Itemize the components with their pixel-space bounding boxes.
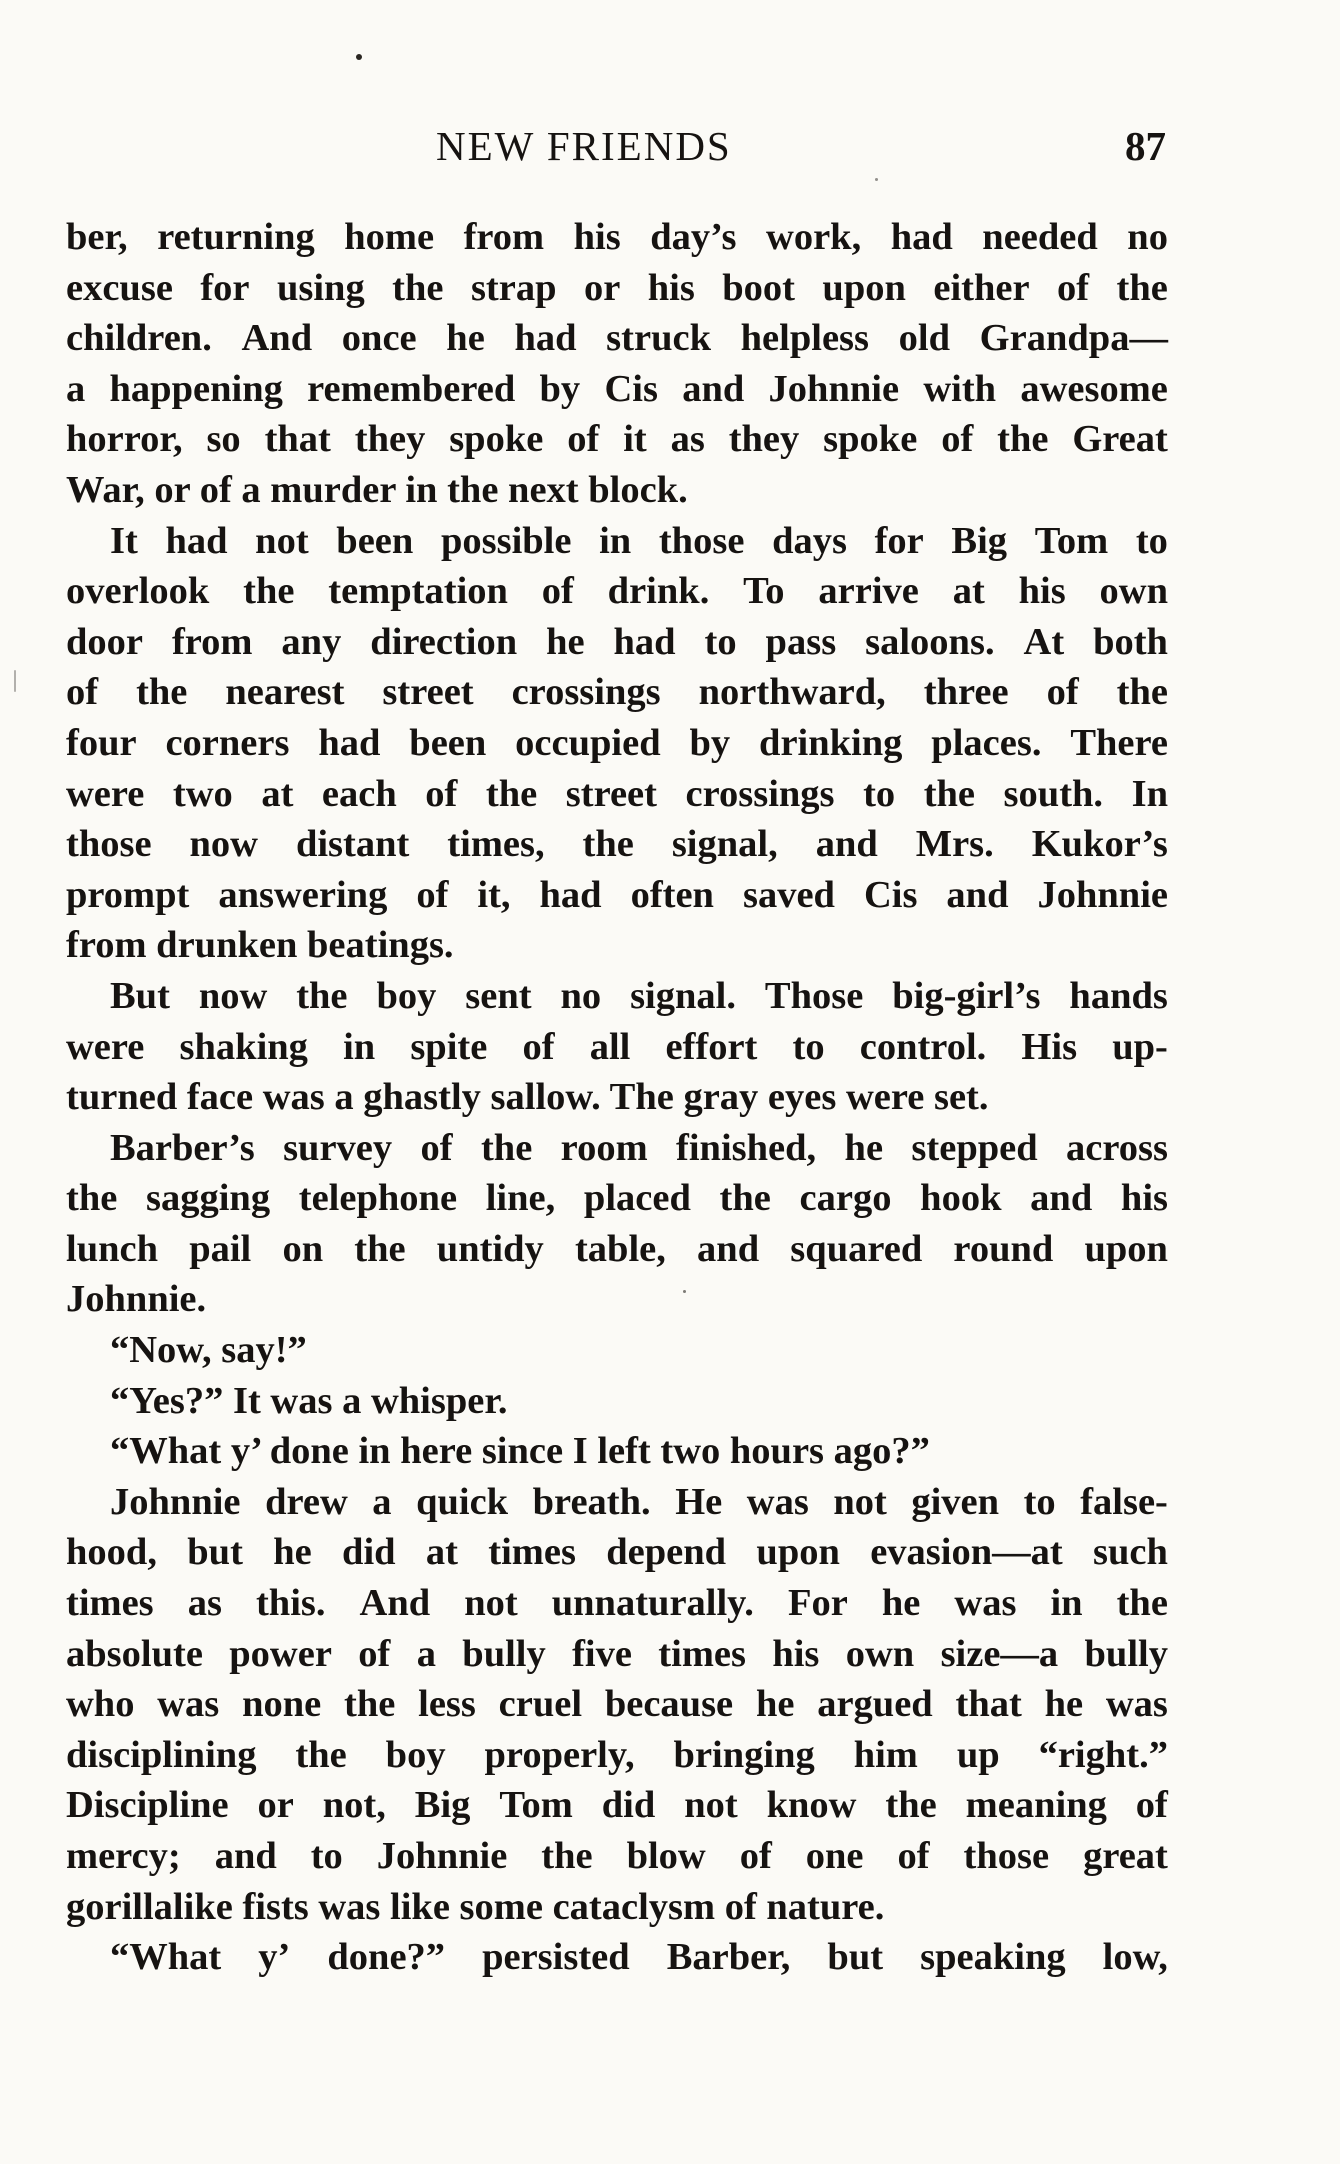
paragraph — [66, 971, 1168, 1123]
paragraph — [66, 1325, 1168, 1376]
text-line: the sagging telephone line, placed the cargo hook and his — [66, 1177, 1168, 1220]
text-line: It had not been possible in those days for Big Tom to — [110, 519, 1168, 562]
text-line: War, or of a murder in the next block. — [66, 468, 688, 511]
text-line: hood, but he did at times depend upon evasion—at such — [66, 1531, 1168, 1574]
print-speck — [683, 1290, 686, 1293]
page-number: 87 — [1125, 123, 1166, 169]
print-speck — [356, 54, 362, 60]
text-line: four corners had been occupied by drinking places. There — [66, 721, 1168, 764]
paragraph — [66, 1123, 1168, 1325]
paragraph — [66, 1932, 1168, 1983]
text-line: who was none the less cruel because he argued that he was — [66, 1683, 1168, 1726]
text-line: absolute power of a bully five times his own size—a bully — [66, 1632, 1168, 1675]
paragraph — [66, 516, 1168, 971]
text-line: those now distant times, the signal, and Mrs. Kukor’s — [66, 823, 1168, 866]
text-line: “Now, say!” — [110, 1329, 307, 1372]
paragraph — [66, 1477, 1168, 1932]
text-line: “What y’ done in here since I left two hours ago?” — [110, 1430, 930, 1473]
text-line: horror, so that they spoke of it as they spoke of the Great — [66, 418, 1168, 461]
text-line: prompt answering of it, had often saved Cis and Johnnie — [66, 873, 1168, 916]
paragraph — [66, 1376, 1168, 1427]
text-line: Johnnie. — [66, 1278, 207, 1321]
text-line: But now the boy sent no signal. Those big-girl’s hands — [110, 974, 1168, 1017]
text-line: were shaking in spite of all effort to control. His up- — [66, 1025, 1168, 1068]
text-line: Johnnie drew a quick breath. He was not given to false- — [110, 1480, 1168, 1523]
running-title: NEW FRIENDS — [436, 123, 732, 169]
text-line: overlook the temptation of drink. To arrive at his own — [66, 570, 1168, 613]
text-line: children. And once he had struck helpless old Grandpa— — [66, 317, 1168, 360]
text-line: were two at each of the street crossings to the south. In — [66, 772, 1168, 815]
text-line: excuse for using the strap or his boot upon either of the — [66, 266, 1168, 309]
text-line: from drunken beatings. — [66, 924, 454, 967]
text-line: Discipline or not, Big Tom did not know the meaning of — [66, 1784, 1168, 1827]
text-line: times as this. And not unnaturally. For he was in the — [66, 1582, 1168, 1625]
print-speck — [14, 670, 16, 692]
text-line: a happening remembered by Cis and Johnnie with awesome — [66, 367, 1168, 410]
text-line: gorillalike fists was like some cataclysm of nature. — [66, 1885, 885, 1928]
text-line: ber, returning home from his day’s work, had needed no — [66, 216, 1168, 258]
paragraph — [66, 212, 1168, 516]
text-line: “What y’ done?” persisted Barber, but speaking low, — [110, 1936, 1168, 1979]
paragraph — [66, 1426, 1168, 1477]
text-line: turned face was a ghastly sallow. The gray eyes were set. — [66, 1076, 989, 1119]
print-speck — [875, 178, 878, 181]
text-line: “Yes?” It was a whisper. — [110, 1379, 508, 1422]
text-line: door from any direction he had to pass saloons. At both — [66, 620, 1168, 663]
text-line: lunch pail on the untidy table, and squared round upon — [66, 1227, 1168, 1270]
body-text — [66, 212, 1168, 1983]
text-line: of the nearest street crossings northward, three of the — [66, 671, 1168, 714]
text-line: mercy; and to Johnnie the blow of one of those great — [66, 1835, 1168, 1877]
text-line: Barber’s survey of the room finished, he stepped across — [110, 1126, 1168, 1169]
running-head — [66, 122, 1166, 172]
text-line: disciplining the boy properly, bringing him up “right.” — [66, 1733, 1168, 1776]
